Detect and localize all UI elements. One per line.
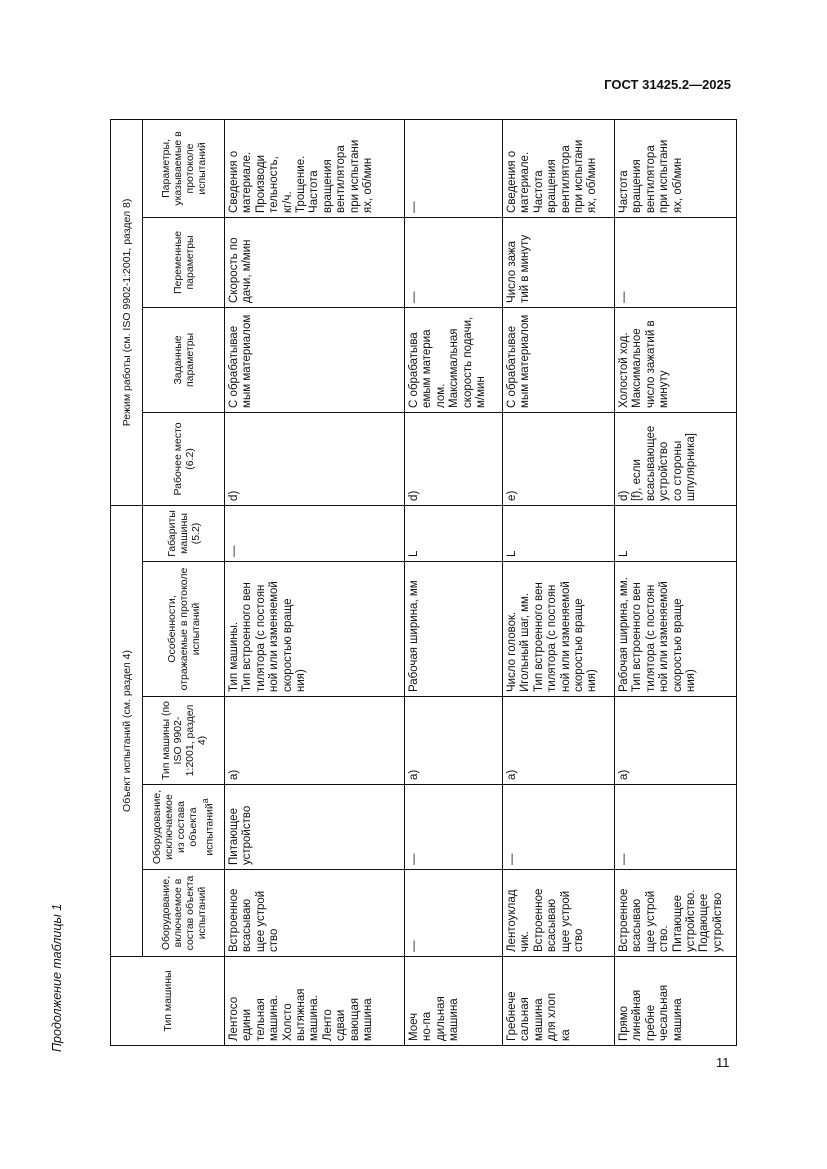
standard-designation: ГОСТ 31425.2—2025 — [604, 77, 731, 92]
footnote-marker: a — [200, 798, 211, 804]
cell-line: мым материалом — [519, 314, 532, 408]
cell-line: машина. — [308, 995, 321, 1041]
col-header-variable: Переменные параметры — [143, 217, 225, 307]
cell-line: всасываю — [546, 898, 559, 952]
cell-line: ях, об/мин — [671, 157, 684, 213]
col-header-excluded — [143, 785, 225, 870]
cell-reported — [405, 119, 503, 217]
cell-machine — [615, 957, 737, 1046]
cell-line: Встроенное — [618, 888, 630, 952]
cell-line: ях, об/мин — [362, 157, 375, 213]
cell-line: всасываю — [631, 898, 644, 952]
cell-line: Тип встроенного вен — [631, 582, 644, 692]
cell-line: вращения — [546, 159, 559, 213]
cell-line: скорость подачи, — [461, 316, 474, 408]
cell-line: Частота — [308, 170, 321, 213]
cell-line: а) — [408, 769, 420, 780]
cell-included — [405, 870, 503, 957]
cell-line: ной или изменяемой — [559, 581, 572, 692]
cell-line: при испытани — [348, 139, 361, 213]
cell-excluded — [503, 785, 615, 870]
cell-line: но-па — [421, 1011, 434, 1041]
cell-line: — — [228, 545, 240, 557]
cell-line: Скорость по — [228, 237, 240, 303]
cell-preset — [503, 307, 615, 412]
cell-line: вытяжная — [295, 988, 308, 1041]
cell-features — [225, 562, 405, 697]
cell-included — [225, 870, 405, 957]
cell-line: минуту — [658, 370, 671, 408]
cell-line: лом. — [434, 383, 447, 408]
cell-line: Лентоуклад — [506, 889, 518, 952]
cell-line: материале. — [241, 151, 254, 213]
cell-line: ния) — [295, 669, 308, 692]
cell-line: — — [506, 853, 518, 865]
cell-line: вающая — [348, 997, 361, 1041]
cell-line: — — [618, 291, 630, 303]
cell-line: шпулярника] — [685, 433, 698, 501]
cell-line: устройство — [241, 805, 254, 865]
cell-preset — [405, 307, 503, 412]
cell-line: м/мин — [475, 376, 488, 408]
cell-line: вентилятора — [644, 145, 657, 213]
cell-line: Частота — [618, 170, 630, 213]
cell-type — [503, 697, 615, 785]
cell-line: устройство. — [685, 889, 698, 952]
cell-variable — [503, 217, 615, 307]
cell-features — [615, 562, 737, 697]
cell-included — [615, 870, 737, 957]
cell-line: щее устрой — [559, 890, 572, 952]
cell-line: тилятора (с постоян — [254, 584, 267, 692]
cell-line: e) — [506, 490, 518, 501]
cell-line: линейная — [631, 989, 644, 1041]
cell-machine — [503, 957, 615, 1046]
cell-line: Рабочая ширина, мм — [408, 580, 420, 692]
cell-line: Лентосо — [228, 996, 240, 1041]
cell-line: машина — [532, 998, 545, 1041]
table-row — [615, 119, 737, 1045]
cell-line: С обрабатывае — [228, 325, 240, 408]
cell-excluded — [405, 785, 503, 870]
cell-line: ной или изменяемой — [658, 581, 671, 692]
rotated-table-wrapper — [110, 120, 736, 1046]
table-row — [225, 119, 405, 1045]
cell-reported — [615, 119, 737, 217]
col-header-included: Оборудование, включаемое в состав объекта испытаний — [143, 870, 225, 957]
cell-line: всасываю — [241, 898, 254, 952]
cell-line: скоростью враще — [671, 598, 684, 692]
cell-line: ка — [559, 1029, 572, 1041]
cell-preset — [615, 307, 737, 412]
cell-line: материале. — [519, 151, 532, 213]
col-header-features: Особенности, отражаемые в протоколе испытаний — [143, 562, 225, 697]
cell-type — [225, 697, 405, 785]
cell-line: а) — [506, 769, 518, 780]
group-header-mode: Режим работы (см. ISO 9902-1:2001, раздел 8) — [111, 119, 143, 505]
cell-excluded — [225, 785, 405, 870]
col-header-machine-type: Тип машины — [111, 957, 225, 1046]
cell-line: устройство — [711, 892, 724, 952]
cell-line: вентилятора — [559, 145, 572, 213]
cell-line: Максимальная — [448, 328, 461, 408]
cell-line: d) — [408, 490, 420, 501]
cell-excluded — [615, 785, 737, 870]
cell-line: для хлоп — [546, 992, 559, 1041]
cell-line: скоростью враще — [573, 598, 586, 692]
cell-line: Производи — [254, 154, 267, 213]
cell-line: Частота — [532, 170, 545, 213]
cell-line: гребне — [644, 1004, 657, 1041]
cell-line: ях, об/мин — [586, 157, 599, 213]
cell-line: ство — [573, 928, 586, 952]
cell-line: d) — [618, 490, 630, 501]
cell-line: сдваи — [335, 1009, 348, 1041]
cell-line: щее устрой — [644, 890, 657, 952]
cell-line: вентилятора — [335, 145, 348, 213]
cell-workplace — [503, 412, 615, 505]
cell-line: Питающее — [228, 808, 240, 865]
cell-line: ния) — [586, 669, 599, 692]
cell-dimensions — [615, 505, 737, 561]
cell-line: Холсто — [281, 1003, 294, 1041]
cell-line: дачи, м/мин — [241, 239, 254, 303]
cell-line: Тип встроенного вен — [241, 582, 254, 692]
cell-line: при испытани — [573, 139, 586, 213]
cell-preset — [225, 307, 405, 412]
cell-line: чесальная — [658, 984, 671, 1041]
page-number: 11 — [716, 1055, 730, 1070]
cell-workplace — [225, 412, 405, 505]
col-header-reported: Параметры, указываемые в протоколе испытаний — [143, 119, 225, 217]
cell-line: кг/ч. — [281, 191, 294, 213]
table-row — [503, 119, 615, 1045]
cell-line: Число зажа — [506, 240, 518, 303]
cell-dimensions — [503, 505, 615, 561]
cell-line: — — [408, 201, 420, 213]
cell-line: [f), если — [631, 459, 644, 501]
cell-line: со стороны — [671, 440, 684, 501]
cell-line: ния) — [685, 669, 698, 692]
cell-type — [615, 697, 737, 785]
cell-line: Число головок. — [506, 611, 518, 692]
cell-line: скоростью враще — [281, 598, 294, 692]
cell-machine — [405, 957, 503, 1046]
cell-line: тилятора (с постоян — [644, 584, 657, 692]
cell-line: Сведения о — [506, 150, 518, 213]
machine-test-table — [110, 119, 737, 1046]
cell-line: L — [506, 550, 518, 557]
cell-line: Моеч — [408, 1012, 420, 1041]
cell-line: d) — [228, 490, 240, 501]
cell-features — [503, 562, 615, 697]
cell-line: L — [618, 550, 630, 557]
cell-line: — — [408, 291, 420, 303]
cell-line: вращения — [321, 159, 334, 213]
cell-line: а) — [228, 769, 240, 780]
cell-line: Ленто — [321, 1009, 334, 1041]
cell-type — [405, 697, 503, 785]
cell-line: Тип машины. — [228, 621, 240, 692]
cell-variable — [615, 217, 737, 307]
cell-line: ство — [268, 928, 281, 952]
cell-line: щее устрой — [254, 890, 267, 952]
cell-line: машина — [362, 998, 375, 1041]
cell-line: — — [618, 853, 630, 865]
cell-line: дильная — [434, 996, 447, 1041]
cell-line: тий в минуту — [519, 234, 532, 303]
cell-dimensions — [225, 505, 405, 561]
col-header-preset: Заданные параметры — [143, 307, 225, 412]
table-caption: Продолжение таблицы 1 — [50, 903, 64, 1052]
col-header-dimensions: Габариты машины (5.2) — [143, 505, 225, 561]
cell-line: машина. — [268, 995, 281, 1041]
cell-line: при испытани — [658, 139, 671, 213]
cell-line: Встроенное — [532, 888, 545, 952]
cell-line: Рабочая ширина, мм. — [618, 577, 630, 692]
cell-line: Гребнече — [506, 991, 518, 1041]
cell-reported — [225, 119, 405, 217]
cell-line: устройство — [658, 441, 671, 501]
cell-line: Игольный шаг, мм. — [519, 592, 532, 692]
table-body — [225, 119, 737, 1045]
cell-line: емым материа — [421, 329, 434, 408]
group-header-object: Объект испытаний (см. раздел 4) — [111, 505, 143, 956]
cell-line: ство. — [658, 925, 671, 952]
cell-line: мым материалом — [241, 314, 254, 408]
col-header-workplace: Рабочее место (6.2) — [143, 412, 225, 505]
cell-line: — — [408, 940, 420, 952]
cell-line: Тип встроенного вен — [532, 582, 545, 692]
cell-included — [503, 870, 615, 957]
cell-line: тилятора (с постоян — [546, 584, 559, 692]
cell-line: С обрабатывае — [506, 325, 518, 408]
table-row — [405, 119, 503, 1045]
excluded-header-text: Оборудование, исключаемое из состава объекта испытаний — [151, 789, 216, 865]
cell-line: едини — [241, 1008, 254, 1041]
cell-line: Питающее — [671, 895, 684, 952]
cell-reported — [503, 119, 615, 217]
cell-line: всасывающее — [644, 425, 657, 501]
cell-line: Встроенное — [228, 888, 240, 952]
cell-line: сальная — [519, 997, 532, 1041]
cell-variable — [225, 217, 405, 307]
cell-line: Подающее — [698, 893, 711, 952]
cell-line: Прямо — [618, 1005, 630, 1041]
cell-line: Сведения о — [228, 150, 240, 213]
cell-workplace — [405, 412, 503, 505]
cell-machine — [225, 957, 405, 1046]
cell-line: ной или изменяемой — [268, 581, 281, 692]
cell-line: число зажатий в — [644, 320, 657, 408]
col-header-iso-type: Тип машины (по ISO 9902-1:2001, раздел 4) — [143, 697, 225, 785]
cell-line: а) — [618, 769, 630, 780]
cell-line: Максимальное — [631, 328, 644, 408]
cell-line: машина — [671, 998, 684, 1041]
cell-features — [405, 562, 503, 697]
cell-line: Трощение. — [295, 155, 308, 213]
cell-workplace — [615, 412, 737, 505]
cell-line: С обрабатыва — [408, 332, 420, 408]
cell-line: машина — [448, 998, 461, 1041]
cell-line: вращения — [631, 159, 644, 213]
cell-line: тельность, — [268, 156, 281, 213]
cell-line: Холостой ход. — [618, 332, 630, 408]
cell-line: — — [408, 853, 420, 865]
cell-line: тельная — [254, 998, 267, 1041]
cell-line: L — [408, 550, 420, 557]
cell-variable — [405, 217, 503, 307]
cell-line: чик. — [519, 931, 532, 952]
cell-dimensions — [405, 505, 503, 561]
